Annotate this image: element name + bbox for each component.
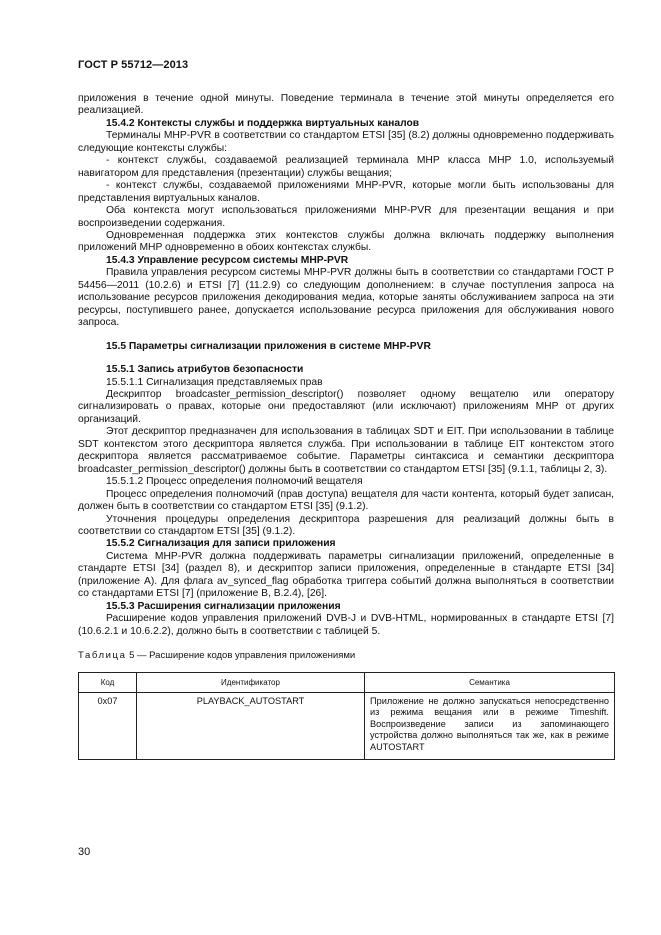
paragraph: Система MHP-PVR должна поддерживать параметры сигнализации приложений, определенные в стандарте ETSI [34] (раздел 8), и дескриптор записи приложения, определенные в стандарте ETSI [34] (приложение А). Для флага av_synced_flag обработка триггера событий должна выполняться в соответствии со стандартами ETSI [7] (приложение В, В.2.4), [26].: [78, 550, 614, 600]
subsection-title: 15.5.1.2 Процесс определения полномочий вещателя: [106, 476, 363, 488]
paragraph: Правила управления ресурсом системы MHP-PVR должны быть в соответствии со стандартами ГОСТ Р 54456—2011 (10.2.6) и ETSI [7] (11.2.9) со следующим дополнением: в случае поступления запроса на использование ресурсов приложения декодирования медиа, которые заняты обслуживанием запроса на эти ресурсы, поступившего ранее, допускается использование ресурса приложения для обслуживания нового запроса.: [78, 267, 614, 329]
paragraph: Процесс определения полномочий (прав доступа) вещателя для части контента, который будет записан, должен быть в соответствии со стандартом ETSI [35] (9.1.2).: [78, 488, 614, 513]
table-row: [79, 692, 615, 759]
paragraph: Расширение кодов управления приложений DVB-J и DVB-HTML, нормированных в стандарте ETSI [7] (10.6.2.1 и 10.6.2.2), должно быть в соответствии с таблицей 5.: [78, 613, 614, 637]
page-number: 30: [78, 846, 91, 858]
section-heading-15-4-2: 15.4.2 Контексты службы и поддержка виртуальных каналов: [106, 117, 420, 129]
table-caption-word: Таблица: [78, 650, 127, 662]
column-header-identifier: Идентификатор: [137, 673, 365, 692]
paragraph: приложения в течение одной минуты. Поведение терминала в течение этой минуты определяется его реализацией.: [78, 93, 614, 117]
table-header-row: [79, 673, 615, 692]
section-heading-15-5-2: 15.5.2 Сигнализация для записи приложения: [106, 538, 336, 550]
section-heading-15-5-1: 15.5.1 Запись атрибутов безопасности: [106, 364, 304, 376]
cell-identifier: PLAYBACK_AUTOSTART: [137, 692, 365, 759]
section-heading-15-5-3: 15.5.3 Расширения сигнализации приложения: [106, 600, 341, 612]
paragraph: Оба контекста могут использоваться приложениями MHP-PVR для презентации вещания и при воспроизведении содержания.: [78, 205, 614, 229]
paragraph: Этот дескриптор предназначен для использования в таблицах SDT и EIT. При использовании в таблице SDT контекстом этого дескриптора является служба. При использовании в таблице EIT контекстом этого дескриптора является рассматриваемое событие. Параметры синтаксиса и семантики дескриптора broadcaster_permission_descriptor() должны быть в соответствии со стандартом ETSI [35] (9.1.1, таблицы 2, 3).: [78, 426, 614, 475]
control-codes-table: [78, 672, 615, 759]
list-item: - контекст службы, создаваемой реализацией терминала MHP класса MHP 1.0, используемый навигатором для представления (презентации) службы вещания;: [78, 155, 614, 179]
table-caption-text: 5 — Расширение кодов управления приложениями: [129, 650, 356, 662]
column-header-code: Код: [79, 673, 137, 692]
section-heading-15-5: 15.5 Параметры сигнализации приложения в системе MHP-PVR: [106, 340, 431, 352]
section-heading-15-4-3: 15.4.3 Управление ресурсом системы MHP-PVR: [106, 254, 349, 266]
table-caption: [78, 650, 614, 662]
paragraph: Терминалы MHP-PVR в соответствии со стандартом ETSI [35] (8.2) должны одновременно поддерживать следующие контексты службы:: [78, 130, 614, 154]
column-header-semantics: Семантика: [365, 673, 615, 692]
subsection-title: 15.5.1.1 Сигнализация представляемых прав: [106, 376, 323, 388]
paragraph: Дескриптор broadcaster_permission_descriptor() позволяет одному вещателю или оператору сигнализировать о правах, которые они предоставляют (или исключают) приложениям MHP от других организаций.: [78, 388, 614, 425]
cell-code: 0x07: [79, 692, 137, 759]
document-body: [78, 93, 614, 760]
list-item: - контекст службы, создаваемой приложениями MHP-PVR, которые могли быть использованы для представления виртуальных каналов.: [78, 180, 614, 204]
paragraph: Уточнения процедуры определения дескриптора разрешения для реализаций должны быть в соответствии со стандартом ETSI [35] (9.1.2).: [78, 513, 614, 537]
paragraph: Одновременная поддержка этих контекстов службы должна включать поддержку выполнения приложений MHP одновременно в обоих контекстах службы.: [78, 229, 614, 254]
document-code: ГОСТ Р 55712—2013: [78, 59, 189, 71]
cell-semantics: Приложение не должно запускаться непосредственно из режима вещания или в режиме Timeshift. Воспроизведение записи из запоминающего устройства должно выполняться так же, как в режиме AUTOSTART: [365, 692, 615, 759]
